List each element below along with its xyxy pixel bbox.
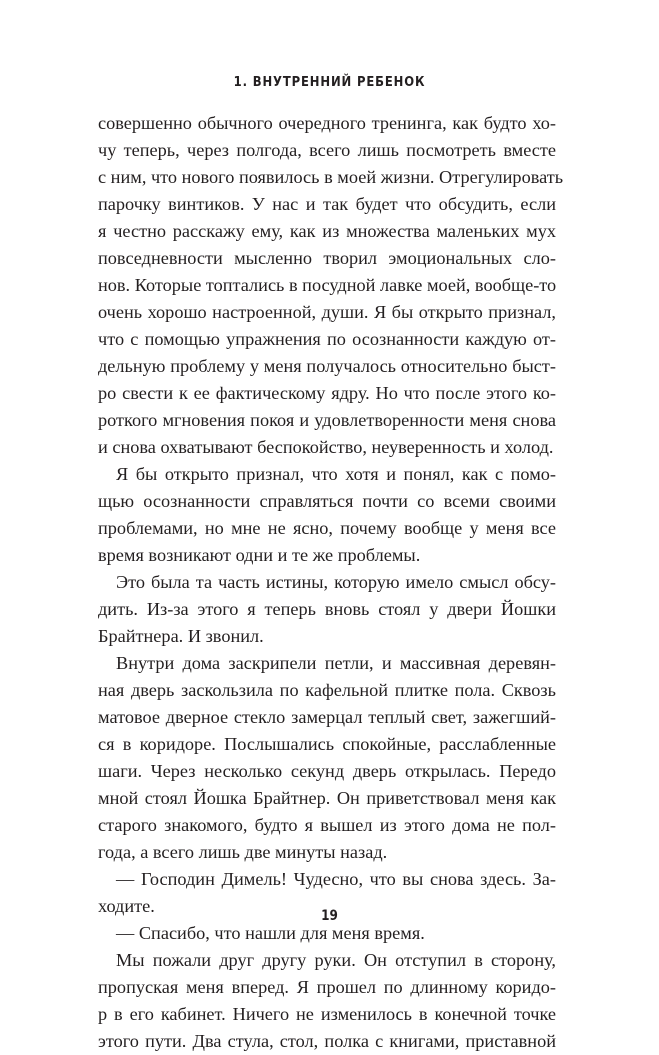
text-line: ро свести к ее фактическому ядру. Но что после этого ко- xyxy=(98,383,556,403)
text-line: чу теперь, через полгода, всего лишь посмотреть вместе xyxy=(98,140,556,160)
text-line: время возникают одни и те же проблемы. xyxy=(98,545,421,565)
text-line: старого знакомого, будто я вышел из этого дома не пол- xyxy=(98,815,556,835)
text-line: роткого мгновения покоя и удовлетворенности меня снова xyxy=(98,410,556,430)
text-line: Я бы открыто признал, что хотя и понял, как с помо- xyxy=(116,464,556,484)
text-line: с ним, что нового появилось в моей жизни. Отрегулировать xyxy=(98,167,564,187)
text-line: — Спасибо, что нашли для меня время. xyxy=(116,923,425,943)
text-line: Брайтнера. И звонил. xyxy=(98,626,264,646)
text-line: ся в коридоре. Послышались спокойные, расслабленные xyxy=(98,734,556,754)
text-line: я честно расскажу ему, как из множества маленьких мух xyxy=(98,221,556,241)
text-line: матовое дверное стекло замерцал теплый свет, зажегший- xyxy=(98,707,556,727)
text-line: Мы пожали друг другу руки. Он отступил в сторону, xyxy=(116,950,556,970)
text-line: мной стоял Йошка Брайтнер. Он приветствовал меня как xyxy=(98,788,556,808)
text-line: щью осознанности справляться почти со всеми своими xyxy=(98,491,556,511)
text-line: шаги. Через несколько секунд дверь открылась. Передо xyxy=(98,761,556,781)
text-line: ходите. xyxy=(98,896,155,916)
text-line: очень хорошо настроенной, души. Я бы открыто признал, xyxy=(98,302,556,322)
text-line: нов. Которые топтались в посудной лавке моей, вообще-то xyxy=(98,275,557,295)
text-line: совершенно обычного очередного тренинга, как будто хо- xyxy=(98,113,556,133)
text-line: парочку винтиков. У нас и так будет что обсудить, если xyxy=(98,194,556,214)
text-line: р в его кабинет. Ничего не изменилось в конечной точке xyxy=(98,1004,556,1024)
text-line: пропуская меня вперед. Я прошел по длинному коридо- xyxy=(98,977,556,997)
text-line: и снова охватывают беспокойство, неуверенность и холод. xyxy=(98,437,554,457)
text-line: что с помощью упражнения по осознанности каждую от- xyxy=(98,329,556,349)
running-head: 1. ВНУТРЕННИЙ РЕБЕНОК xyxy=(233,74,426,90)
page-number: 19 xyxy=(321,908,338,924)
text-line: дельную проблему у меня получалось относительно быст- xyxy=(98,356,556,376)
text-line: Внутри дома заскрипели петли, и массивная деревян- xyxy=(116,653,556,673)
text-line: этого пути. Два стула, стол, полка с книгами, приставной xyxy=(98,1031,556,1051)
text-line: — Господин Димель! Чудесно, что вы снова здесь. За- xyxy=(116,869,556,889)
text-line: дить. Из-за этого я теперь вновь стоял у двери Йошки xyxy=(98,599,556,619)
text-line: ная дверь заскользила по кафельной плитке пола. Сквозь xyxy=(98,680,556,700)
text-line: проблемами, но мне не ясно, почему вообще у меня все xyxy=(98,518,556,538)
text-line: повседневности мысленно творил эмоциональных сло- xyxy=(98,248,556,268)
text-line: года, а всего лишь две минуты назад. xyxy=(98,842,388,862)
text-line: Это была та часть истины, которую имело смысл обсу- xyxy=(116,572,556,592)
